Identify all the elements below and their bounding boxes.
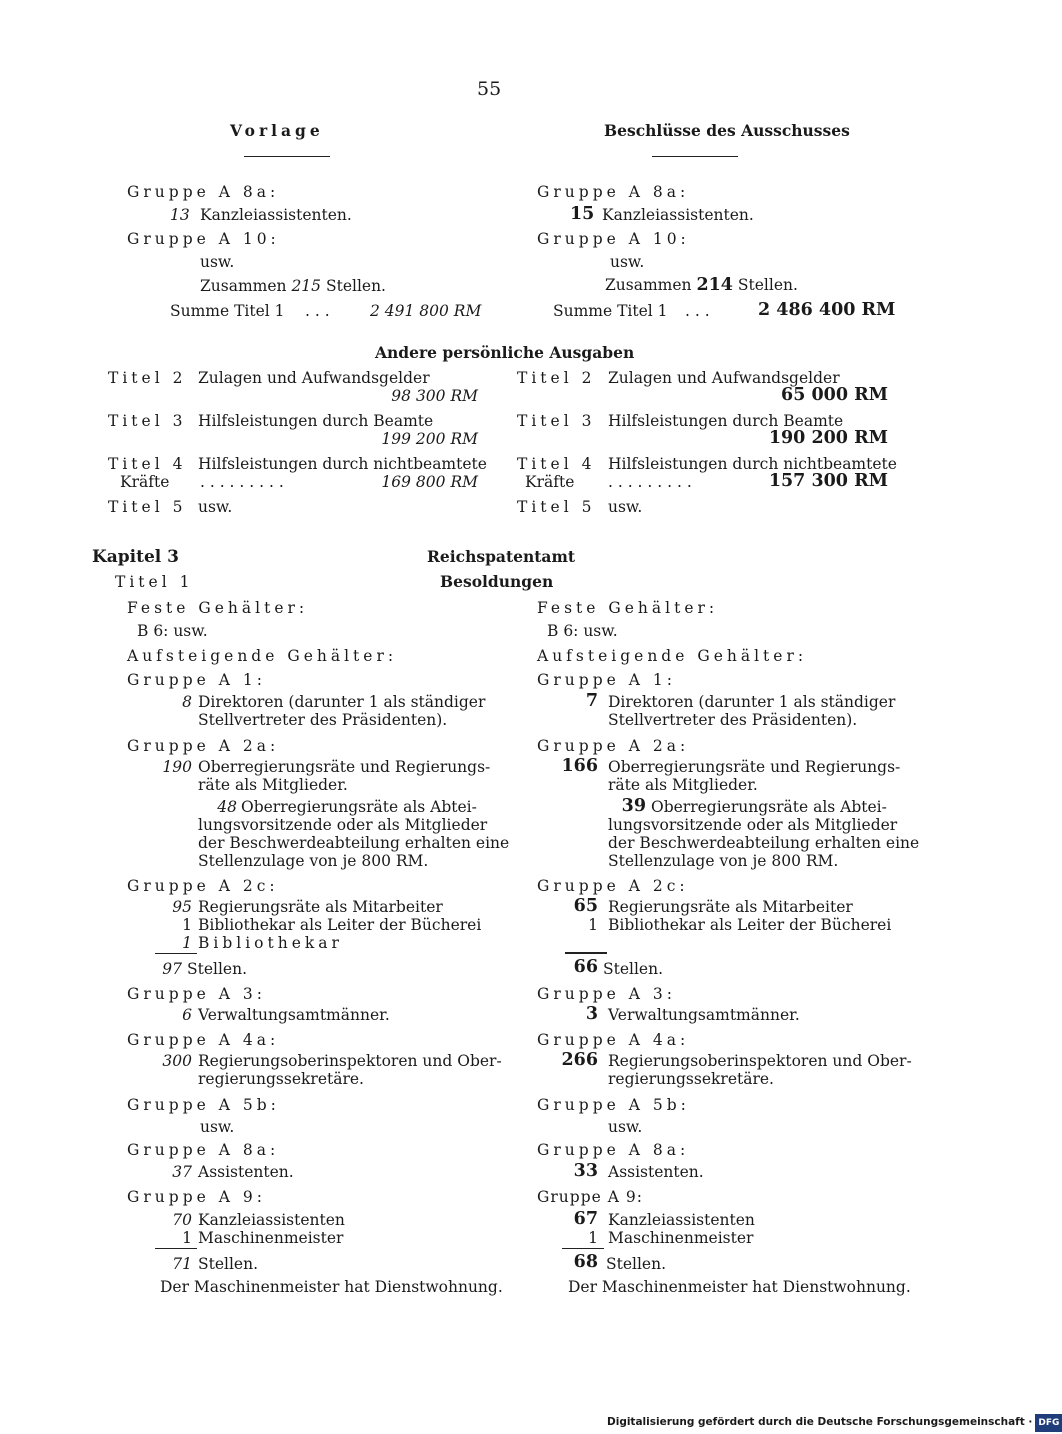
total-count: 71 <box>172 1255 192 1273</box>
total-row <box>605 276 798 294</box>
position-text: Kanzleiassistenten <box>198 1211 345 1229</box>
position-text: Kanzleiassistenten. <box>602 206 754 224</box>
position-text: Bibliothekar als Leiter der Bücherei <box>608 916 892 934</box>
count-value: 300 <box>162 1052 192 1070</box>
total-unit: Stellen. <box>198 1255 259 1273</box>
titel-label: Titel 5 <box>517 498 596 516</box>
usw-text: usw. <box>608 498 643 516</box>
count-value: 67 <box>573 1209 598 1229</box>
sum-rule <box>155 953 197 954</box>
total-count: 97 <box>162 960 182 978</box>
group-label: Gruppe A 1: <box>127 671 266 689</box>
group-label: Gruppe A 3: <box>537 985 676 1003</box>
total-label: Zusammen <box>605 276 692 294</box>
total-unit: Stellen. <box>603 960 664 978</box>
count-value: 266 <box>561 1050 598 1070</box>
usw-text: usw. <box>200 1118 235 1136</box>
titel-text: Hilfsleistungen durch Beamte <box>608 412 844 430</box>
group-label: Gruppe A 10: <box>537 230 690 248</box>
titel-text-cont: Kräfte <box>525 473 575 491</box>
count-value: 33 <box>573 1161 598 1181</box>
total-label: Zusammen <box>200 277 287 295</box>
position-text: lungsvorsitzende oder als Mitglieder <box>608 816 898 834</box>
titel-label: Titel 4 <box>517 455 596 473</box>
group-label: Gruppe A 2c: <box>537 877 689 895</box>
position-text: der Beschwerdeabteilung erhalten eine <box>198 834 510 852</box>
sum-rule <box>155 1248 197 1249</box>
total-row <box>200 277 386 295</box>
titel-value: 169 800 RM <box>381 473 478 491</box>
group-label: Gruppe A 9: <box>127 1188 266 1206</box>
header-right-rule <box>652 156 738 157</box>
titel-value: 65 000 RM <box>781 385 888 405</box>
usw-text: usw. <box>200 253 235 271</box>
total-unit: Stellen. <box>325 277 386 295</box>
usw-text: usw. <box>198 498 233 516</box>
group-label: Gruppe A 4a: <box>537 1031 690 1049</box>
group-label: Gruppe A 2a: <box>127 737 280 755</box>
titel-text: Hilfsleistungen durch nichtbeamtete <box>608 455 897 473</box>
total-unit: Stellen. <box>737 276 798 294</box>
position-text: regierungssekretäre. <box>198 1070 364 1088</box>
position-text: Kanzleiassistenten <box>608 1211 755 1229</box>
position-text: lungsvorsitzende oder als Mitglieder <box>198 816 488 834</box>
position-text: Oberregierungsräte und Regierungs- <box>198 758 491 776</box>
dienstwohnung-note: Der Maschinenmeister hat Dienstwohnung. <box>160 1278 503 1296</box>
titel-text: Zulagen und Aufwandsgelder <box>198 369 430 387</box>
sum-rule <box>562 1248 604 1249</box>
position-text: Regierungsräte als Mitarbeiter <box>198 898 443 916</box>
position-text: Direktoren (darunter 1 als ständiger <box>608 693 896 711</box>
kapitel-title: Reichspatentamt <box>427 547 575 566</box>
position-text: Maschinenmeister <box>608 1229 754 1247</box>
group-label: Gruppe A 10: <box>127 230 280 248</box>
group-label: Gruppe A 8a: <box>537 1141 690 1159</box>
aufsteigende-heading: Aufsteigende Gehälter: <box>537 647 808 665</box>
titel-text-cont: Kräfte <box>120 473 170 491</box>
titel-dots: . . . . . . . . . <box>200 473 284 491</box>
kapitel-subtitle: Besoldungen <box>440 572 554 591</box>
count-value: 13 <box>170 206 190 224</box>
b6-line: B 6: usw. <box>547 622 618 640</box>
usw-text: usw. <box>608 1118 643 1136</box>
titel-text: Hilfsleistungen durch nichtbeamtete <box>198 455 487 473</box>
titel-value: 190 200 RM <box>768 428 888 448</box>
group-label: Gruppe A 8a: <box>127 183 280 201</box>
total-count: 66 <box>573 957 598 977</box>
titel-label: Titel 4 <box>108 455 187 473</box>
summe-value: 2 486 400 RM <box>758 300 896 320</box>
summe-dots: . . . <box>685 302 710 320</box>
total-count: 215 <box>291 277 322 295</box>
position-text: Assistenten. <box>608 1163 704 1181</box>
titel-text: Zulagen und Aufwandsgelder <box>608 369 840 387</box>
count-value: 1 <box>182 1229 192 1247</box>
position-text: Regierungsoberinspektoren und Ober- <box>608 1052 912 1070</box>
header-left-rule <box>244 156 330 157</box>
feste-heading: Feste Gehälter: <box>127 599 309 617</box>
position-text: Assistenten. <box>198 1163 294 1181</box>
count-value: 70 <box>172 1211 192 1229</box>
count-value: 1 <box>588 1229 598 1247</box>
group-label: Gruppe A 5b: <box>127 1096 280 1114</box>
position-text: Stellenzulage von je 800 RM. <box>198 852 429 870</box>
footer-credit: Digitalisierung gefördert durch die Deutsche Forschungsgemeinschaft · DFG <box>607 1413 1062 1432</box>
titel-text: Hilfsleistungen durch Beamte <box>198 412 434 430</box>
count-value: 95 <box>172 898 192 916</box>
position-text: räte als Mitglieder. <box>198 776 348 794</box>
total-unit: Stellen. <box>187 960 248 978</box>
position-text: Verwaltungsamtmänner. <box>198 1006 390 1024</box>
count-value: 65 <box>573 896 598 916</box>
total-count: 214 <box>696 275 733 295</box>
count-value: 6 <box>182 1006 192 1024</box>
count-value: 166 <box>561 756 598 776</box>
position-text: räte als Mitglieder. <box>608 776 758 794</box>
count-value: 1 <box>182 916 192 934</box>
position-text: Bibliothekar <box>198 934 343 952</box>
count-value: 39 <box>621 796 646 816</box>
count-value: 190 <box>162 758 192 776</box>
count-value: 8 <box>182 693 192 711</box>
group-label: Gruppe A 9: <box>537 1188 643 1206</box>
position-text: Regierungsoberinspektoren und Ober- <box>198 1052 502 1070</box>
count-value: 37 <box>172 1163 192 1181</box>
position-text: Regierungsräte als Mitarbeiter <box>608 898 853 916</box>
titel-value: 199 200 RM <box>381 430 478 448</box>
position-text: Oberregierungsräte und Regierungs- <box>608 758 901 776</box>
position-text: Stellenzulage von je 800 RM. <box>608 852 839 870</box>
group-label: Gruppe A 2a: <box>537 737 690 755</box>
sum-rule <box>565 952 607 954</box>
summe-label: Summe Titel 1 <box>170 302 285 320</box>
titel-label: Titel 2 <box>108 369 187 387</box>
total-count: 68 <box>573 1252 598 1272</box>
titel-value: 98 300 RM <box>391 387 478 405</box>
titel-label: Titel 3 <box>517 412 596 430</box>
count-value: 15 <box>570 204 595 224</box>
aufsteigende-heading: Aufsteigende Gehälter: <box>127 647 398 665</box>
group-label: Gruppe A 5b: <box>537 1096 690 1114</box>
titel-dots: . . . . . . . . . <box>608 473 692 491</box>
group-label: Gruppe A 8a: <box>127 1141 280 1159</box>
kapitel-label: Kapitel 3 <box>92 547 180 567</box>
dienstwohnung-note: Der Maschinenmeister hat Dienstwohnung. <box>568 1278 911 1296</box>
count-value: 3 <box>585 1004 598 1024</box>
position-text: Stellvertreter des Präsidenten). <box>198 711 448 729</box>
titel-label: Titel 2 <box>517 369 596 387</box>
count-value: 1 <box>182 934 192 952</box>
group-label: Gruppe A 8a: <box>537 183 690 201</box>
position-text: Bibliothekar als Leiter der Bücherei <box>198 916 482 934</box>
page-number: 55 <box>477 78 502 100</box>
position-text: Stellvertreter des Präsidenten). <box>608 711 858 729</box>
group-label: Gruppe A 2c: <box>127 877 279 895</box>
group-label: Gruppe A 3: <box>127 985 266 1003</box>
total-unit: Stellen. <box>606 1255 667 1273</box>
position-text: Kanzleiassistenten. <box>200 206 352 224</box>
summe-value: 2 491 800 RM <box>370 302 482 320</box>
position-text: Maschinenmeister <box>198 1229 344 1247</box>
header-right: Beschlüsse des Ausschusses <box>604 121 850 140</box>
position-text: Oberregierungsräte als Abtei- <box>241 798 477 816</box>
position-text: Oberregierungsräte als Abtei- <box>651 798 887 816</box>
titel-value: 157 300 RM <box>768 471 888 491</box>
position-text: Direktoren (darunter 1 als ständiger <box>198 693 486 711</box>
titel-label: Titel 3 <box>108 412 187 430</box>
section-heading: Andere persönliche Ausgaben <box>375 343 635 362</box>
titel-label: Titel 1 <box>115 573 194 591</box>
summe-dots: . . . <box>305 302 330 320</box>
header-left: Vorlage <box>230 121 324 140</box>
count-value: 48 <box>217 798 237 816</box>
position-text: Verwaltungsamtmänner. <box>608 1006 800 1024</box>
titel-label: Titel 5 <box>108 498 187 516</box>
usw-text: usw. <box>610 253 645 271</box>
summe-label: Summe Titel 1 <box>553 302 668 320</box>
footer-text: Digitalisierung gefördert durch die Deutsche Forschungsgemeinschaft <box>607 1416 1025 1428</box>
count-value: 1 <box>588 916 598 934</box>
position-text: regierungssekretäre. <box>608 1070 774 1088</box>
position-text: der Beschwerdeabteilung erhalten eine <box>608 834 920 852</box>
count-value: 7 <box>585 691 598 711</box>
group-label: Gruppe A 4a: <box>127 1031 280 1049</box>
group-label: Gruppe A 1: <box>537 671 676 689</box>
feste-heading: Feste Gehälter: <box>537 599 719 617</box>
b6-line: B 6: usw. <box>137 622 208 640</box>
dfg-logo-icon: DFG <box>1035 1414 1062 1432</box>
